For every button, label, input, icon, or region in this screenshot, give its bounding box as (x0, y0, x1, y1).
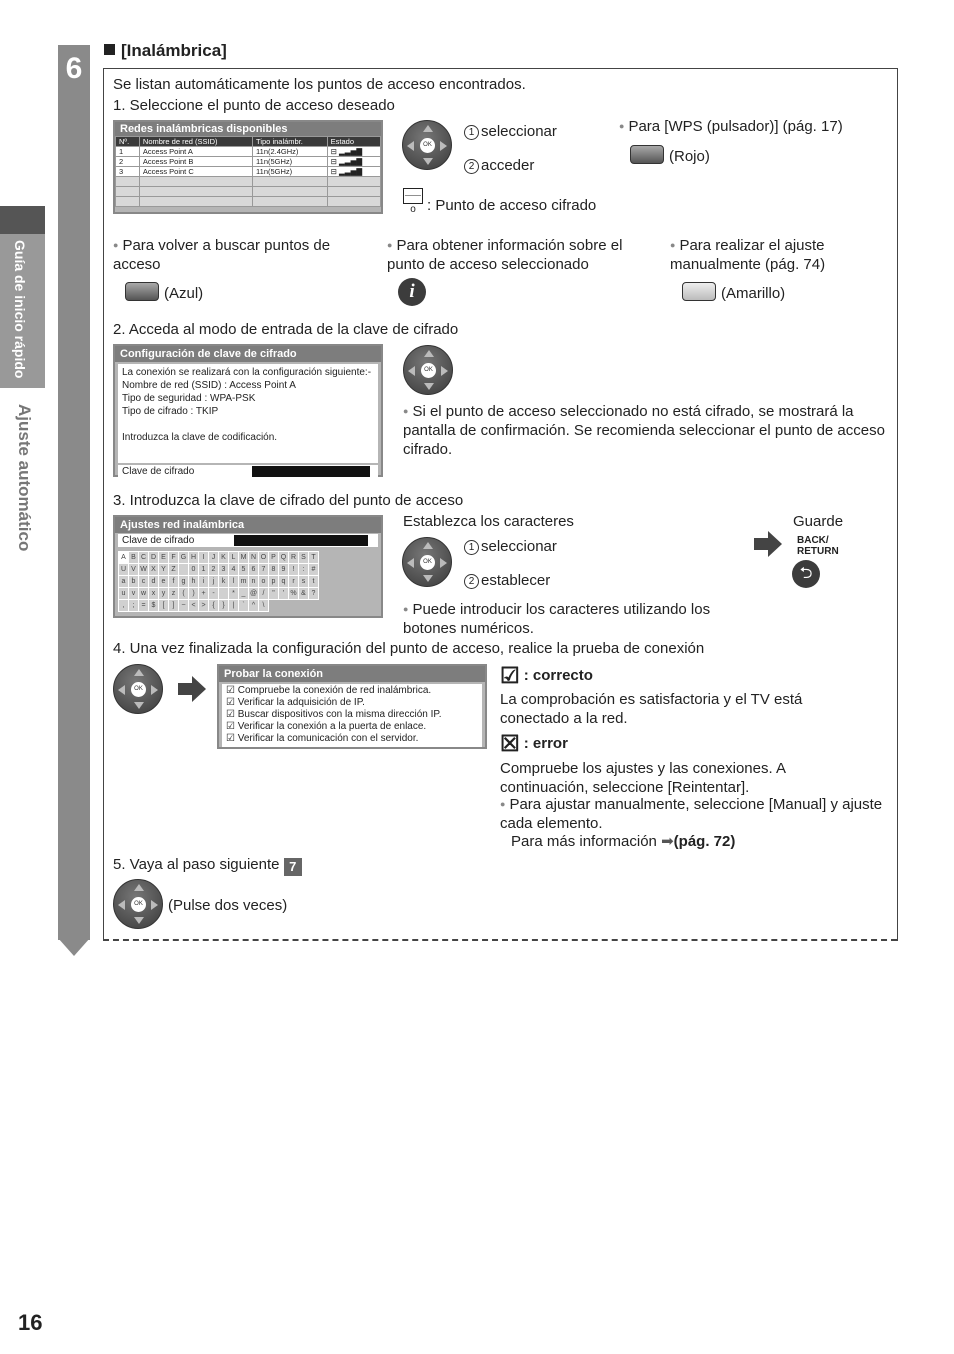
manual-note: ● Para realizar el ajuste manualmente (pág. 74) (670, 236, 875, 274)
error-label: : error (523, 735, 568, 752)
keyboard-key[interactable]: 7 (259, 564, 269, 576)
keyboard-key[interactable]: _ (239, 588, 249, 600)
cell: 11n(2.4GHz) (253, 147, 328, 157)
keyboard-key[interactable]: { (209, 600, 219, 612)
info-note: ● Para obtener información sobre el punto de acceso seleccionado (387, 236, 657, 274)
remote-cursor-pad[interactable] (113, 664, 163, 714)
screen-title: Probar la conexión (219, 666, 485, 682)
keyboard-key[interactable]: - (209, 588, 219, 600)
keyboard-key[interactable]: O (259, 552, 269, 564)
section-heading (104, 41, 227, 61)
keyboard-key[interactable]: ` (239, 600, 249, 612)
yellow-button-label: (Amarillo) (721, 285, 786, 302)
keyboard-key[interactable]: d (149, 576, 159, 588)
screen-title: Ajustes red inalámbrica (115, 517, 381, 533)
checkbox-icon: ☑ (226, 721, 235, 732)
cell: 3 (116, 167, 140, 177)
check-item (226, 733, 478, 745)
empty-row (116, 187, 381, 197)
detail-line: La conexión se realizará con la configuración siguiente:- (122, 367, 372, 378)
red-button[interactable] (630, 145, 664, 164)
keyboard-key[interactable]: ( (179, 588, 189, 600)
next-step-badge: 7 (284, 858, 302, 876)
back-return-button-icon[interactable]: ⮌ (792, 560, 820, 588)
keyboard-key[interactable]: 5 (239, 564, 249, 576)
checkbox-icon: ☑ (226, 685, 235, 696)
keyboard-key[interactable]: 9 (279, 564, 289, 576)
keyboard-key[interactable]: h (189, 576, 199, 588)
keyboard-row (119, 564, 319, 576)
keyboard-key[interactable]: > (199, 600, 209, 612)
keyboard-key[interactable]: f (169, 576, 179, 588)
keyboard-key[interactable]: X (149, 564, 159, 576)
keyboard-key[interactable]: C (139, 552, 149, 564)
keyboard-key[interactable]: Y (159, 564, 169, 576)
blue-button-label: (Azul) (164, 285, 204, 302)
step3-text: 3. Introduzca la clave de cifrado del punto de acceso (113, 492, 464, 509)
column-header: Nº. (116, 137, 140, 147)
blue-button[interactable] (125, 282, 159, 301)
page-reference-link[interactable]: (pág. 72) (673, 833, 736, 850)
table-row[interactable] (116, 157, 381, 167)
detail-line: Introduzca la clave de codificación. (122, 432, 278, 443)
key-field-label: Clave de cifrado (122, 466, 195, 477)
keyboard-key[interactable]: c (139, 576, 149, 588)
left-arrow-icon (118, 900, 125, 910)
step-bar (58, 45, 90, 940)
keyboard-key[interactable]: ) (189, 588, 199, 600)
keyboard-key[interactable]: | (229, 600, 239, 612)
remote-cursor-pad[interactable] (403, 345, 453, 395)
error-heading (500, 731, 568, 756)
connection-test-screen (217, 664, 487, 749)
keyboard-key[interactable]: b (129, 576, 139, 588)
keyboard-key[interactable]: & (299, 588, 309, 600)
correct-heading (500, 663, 593, 688)
keyboard-key[interactable]: N (249, 552, 259, 564)
character-keyboard[interactable] (118, 551, 319, 612)
up-arrow-icon (134, 669, 144, 676)
keyboard-key[interactable]: H (189, 552, 199, 564)
cell: 1 (116, 147, 140, 157)
yellow-button-note (682, 282, 785, 303)
select-instruction (464, 537, 557, 556)
up-arrow-icon (423, 542, 433, 549)
check-item (226, 709, 478, 721)
red-button-note (630, 145, 710, 166)
side-tab-marker (0, 206, 45, 234)
keyboard-key[interactable]: ; (129, 600, 139, 612)
lock-signal-icon: ⊟ ▂▃▅▇ (327, 147, 380, 157)
down-arrow-icon (134, 702, 144, 709)
step-number: 6 (65, 52, 83, 85)
cell: 11n(5GHz) (253, 157, 328, 167)
cell: Access Point A (139, 147, 252, 157)
check-label: Compruebe la conexión de red inalámbrica. (237, 685, 432, 696)
keyboard-key[interactable]: a (119, 576, 129, 588)
column-header: Tipo inalámbr. (253, 137, 328, 147)
ok-button[interactable]: OK (131, 682, 146, 697)
keyboard-key[interactable]: = (139, 600, 149, 612)
keyboard-key[interactable]: y (159, 588, 169, 600)
key-field-row[interactable] (118, 465, 378, 478)
keyboard-key[interactable]: k (219, 576, 229, 588)
keyboard-key[interactable]: s (299, 576, 309, 588)
down-arrow-icon (423, 158, 433, 165)
keyboard-key[interactable]: G (179, 552, 189, 564)
keyboard-key[interactable]: i (199, 576, 209, 588)
keyboard-key[interactable]: D (149, 552, 159, 564)
keyboard-row (119, 588, 319, 600)
keyboard-key[interactable]: Z (169, 564, 179, 576)
intro-text: Se listan automáticamente los puntos de acceso encontrados. (113, 76, 526, 93)
keyboard-key[interactable]: t (309, 576, 319, 588)
key-input[interactable] (234, 535, 368, 546)
section-heading-text: [Inalámbrica] (121, 41, 227, 60)
keyboard-key[interactable]: B (129, 552, 139, 564)
check-label: Verificar la conexión a la puerta de enlace. (237, 721, 427, 732)
number-2-icon: 2 (464, 574, 479, 589)
keyboard-row (119, 600, 319, 612)
keyboard-key[interactable]: + (199, 588, 209, 600)
cell: 11n(5GHz) (253, 167, 328, 177)
keyboard-key[interactable]: l (229, 576, 239, 588)
keyboard-key[interactable]: z (169, 588, 179, 600)
research-note: ● Para volver a buscar puntos de acceso (113, 236, 373, 274)
empty-row (116, 197, 381, 207)
keyboard-key[interactable]: 6 (249, 564, 259, 576)
keyboard-key[interactable]: P (269, 552, 279, 564)
ok-button[interactable]: OK (420, 138, 435, 153)
ok-button[interactable]: OK (131, 897, 146, 912)
check-item (226, 721, 478, 733)
yellow-button[interactable] (682, 282, 716, 301)
keyboard-key[interactable]: } (219, 600, 229, 612)
left-arrow-icon (407, 141, 414, 151)
left-arrow-icon (118, 685, 125, 695)
keyboard-key[interactable]: ? (309, 588, 319, 600)
empty-row (116, 177, 381, 187)
manual-adjust-note: ● Para ajustar manualmente, seleccione [Manual] y ajuste cada elemento. (500, 795, 885, 833)
check-label: Verificar la adquisición de IP. (237, 697, 365, 708)
keyboard-key[interactable]: R (289, 552, 299, 564)
cell: 2 (116, 157, 140, 167)
keyboard-key[interactable]: ~ (179, 600, 189, 612)
set-label: establecer (481, 572, 551, 589)
number-1-icon: 1 (464, 125, 479, 140)
keyboard-key[interactable]: , (119, 600, 129, 612)
keyboard-key[interactable]: r (289, 576, 299, 588)
keyboard-key[interactable]: 0 (189, 564, 199, 576)
number-1-icon: 1 (464, 540, 479, 555)
back-return-label: BACK/ RETURN (797, 535, 839, 557)
checkbox-icon: ☑ (226, 697, 235, 708)
keyboard-key[interactable]: u (119, 588, 129, 600)
select-label: seleccionar (481, 538, 557, 555)
step5-label: 5. Vaya al paso siguiente (113, 856, 280, 873)
arrow-right-icon (754, 531, 784, 557)
info-button-icon[interactable]: i (398, 278, 426, 306)
lock-signal-icon: ⊟ ▂▃▅▇ (327, 167, 380, 177)
keyboard-key[interactable]: A (119, 552, 129, 564)
key-field-label: Clave de cifrado (122, 535, 195, 546)
side-tab-topic: Ajuste automático (15, 404, 34, 552)
number-2-icon: 2 (464, 159, 479, 174)
check-mark-icon: ☑ (500, 663, 520, 688)
keyboard-key[interactable]: g (179, 576, 189, 588)
right-arrow-icon (440, 141, 447, 151)
keyboard-key[interactable]: q (279, 576, 289, 588)
ok-button[interactable]: OK (421, 363, 436, 378)
error-text: Compruebe los ajustes y las conexiones. A continuación, seleccione [Reintentar]. (500, 760, 786, 796)
detail-line: Tipo de seguridad : WPA-PSK (122, 393, 256, 404)
cell: Access Point B (139, 157, 252, 167)
down-arrow-icon (424, 383, 434, 390)
keyboard-key[interactable] (179, 564, 189, 576)
keyboard-key[interactable]: V (129, 564, 139, 576)
detail-line: Tipo de cifrado : TKIP (122, 406, 219, 417)
keyboard-key[interactable]: p (269, 576, 279, 588)
keyboard-key[interactable]: 3 (219, 564, 229, 576)
remote-cursor-pad[interactable] (402, 120, 452, 170)
red-button-label: (Rojo) (669, 148, 710, 165)
keyboard-key[interactable]: m (239, 576, 249, 588)
up-arrow-icon (134, 884, 144, 891)
unencrypted-note: ● Si el punto de acceso seleccionado no está cifrado, se mostrará la pantalla de confirmación. Se recomienda seleccionar el punto de acceso cifrado. (403, 402, 888, 459)
keyboard-key[interactable]: # (309, 564, 319, 576)
encrypted-legend (403, 188, 596, 215)
keyboard-key[interactable]: / (259, 588, 269, 600)
table-row[interactable] (116, 167, 381, 177)
keyboard-row (119, 576, 319, 588)
right-arrow-icon (441, 366, 448, 376)
frame-dashed-bottom (103, 939, 897, 941)
keyboard-key[interactable]: @ (249, 588, 259, 600)
keyboard-key[interactable]: ! (289, 564, 299, 576)
keyboard-key[interactable]: T (309, 552, 319, 564)
encrypted-label: : Punto de acceso cifrado (427, 197, 597, 214)
screen-title: Redes inalámbricas disponibles (115, 122, 381, 136)
more-info-label: Para más información (511, 833, 657, 850)
page-number: 16 (18, 1310, 43, 1335)
down-arrow-icon (423, 575, 433, 582)
step1-text: 1. Seleccione el punto de acceso deseado (113, 97, 395, 114)
wps-note: ● Para [WPS (pulsador)] (pág. 17) (619, 117, 843, 136)
keyboard-key[interactable]: 4 (229, 564, 239, 576)
arrow-right-icon: ➡ (661, 833, 674, 850)
keyboard-key[interactable]: n (249, 576, 259, 588)
keyboard-key[interactable]: 2 (209, 564, 219, 576)
numeric-input-note: ● Puede introducir los caracteres utilizando los botones numéricos. (403, 600, 743, 638)
checkbox-icon: ☑ (226, 709, 235, 720)
keyboard-key[interactable]: * (229, 588, 239, 600)
square-bullet-icon (104, 44, 115, 55)
available-networks-screen (113, 120, 383, 214)
keyboard-key[interactable]: W (139, 564, 149, 576)
keyboard-key[interactable]: F (169, 552, 179, 564)
keyboard-key[interactable]: 1 (199, 564, 209, 576)
access-label: acceder (481, 157, 535, 174)
keyboard-key[interactable]: E (159, 552, 169, 564)
test-checklist (222, 684, 482, 747)
left-arrow-icon (407, 558, 414, 568)
step5-text (113, 855, 302, 876)
set-chars-text: Establezca los caracteres (403, 513, 574, 530)
key-input[interactable] (252, 466, 370, 477)
correct-text: La comprobación es satisfactoria y el TV está conectado a la red. (500, 691, 803, 727)
more-info-line (511, 832, 735, 851)
keyboard-key[interactable] (219, 588, 229, 600)
keyboard-key[interactable]: < (189, 600, 199, 612)
keyboard-key[interactable]: j (209, 576, 219, 588)
cell: Access Point C (139, 167, 252, 177)
correct-label: : correcto (523, 667, 593, 684)
keyboard-key[interactable]: K (219, 552, 229, 564)
select-instruction (464, 122, 557, 141)
table-header (116, 137, 381, 147)
keyboard-key[interactable]: ' (279, 588, 289, 600)
side-tab-section: Guía de inicio rápido (12, 240, 28, 379)
checkbox-icon: ☑ (226, 733, 235, 744)
error-box-icon: ☒ (500, 731, 520, 756)
keyboard-key[interactable]: : (299, 564, 309, 576)
up-arrow-icon (424, 350, 434, 357)
keyboard-key[interactable]: v (129, 588, 139, 600)
detail-spacer (122, 418, 374, 431)
keyboard-key[interactable]: e (159, 576, 169, 588)
step2-text: 2. Acceda al modo de entrada de la clave de cifrado (113, 321, 459, 338)
press-twice-text: (Pulse dos veces) (168, 897, 288, 914)
keyboard-key[interactable]: M (239, 552, 249, 564)
detail-line: Nombre de red (SSID) : Access Point A (122, 380, 296, 391)
left-arrow-icon (408, 366, 415, 376)
keyboard-key[interactable]: [ (159, 600, 169, 612)
column-header: Estado (327, 137, 380, 147)
save-text: Guarde (793, 513, 844, 530)
keyboard-key[interactable]: 8 (269, 564, 279, 576)
connection-details (118, 364, 378, 463)
keyboard-key[interactable]: \ (259, 600, 269, 612)
keyboard-key[interactable]: ^ (249, 600, 259, 612)
down-arrow-icon (134, 917, 144, 924)
up-arrow-icon (423, 125, 433, 132)
ok-button[interactable]: OK (420, 555, 435, 570)
remote-cursor-pad[interactable] (402, 537, 452, 587)
table-row[interactable] (116, 147, 381, 157)
remote-cursor-pad[interactable] (113, 879, 163, 929)
keyboard-key[interactable]: $ (149, 600, 159, 612)
key-field-row[interactable] (118, 534, 378, 547)
screen-title: Configuración de clave de cifrado (115, 346, 381, 362)
check-label: Verificar la comunicación con el servidor. (237, 733, 419, 744)
access-instruction (464, 156, 534, 175)
check-label: Buscar dispositivos con la misma dirección IP. (237, 709, 442, 720)
step-bar-tip (58, 938, 90, 956)
right-arrow-icon (151, 685, 158, 695)
column-header: Nombre de red (SSID) (139, 137, 252, 147)
step4-text: 4. Una vez finalizada la configuración del punto de acceso, realice la prueba de conexión (113, 640, 705, 657)
right-arrow-icon (440, 558, 447, 568)
arrow-right-icon (178, 676, 208, 702)
keyboard-key[interactable]: x (149, 588, 159, 600)
check-item (226, 685, 478, 697)
check-item (226, 697, 478, 709)
keyboard-row (119, 552, 319, 564)
wireless-settings-screen (113, 515, 383, 618)
keyboard-key[interactable]: o (259, 576, 269, 588)
lock-signal-icon: ⊟ ▂▃▅▇ (327, 157, 380, 167)
networks-table (115, 136, 381, 207)
encryption-key-screen (113, 344, 383, 477)
set-instruction (464, 571, 550, 590)
keyboard-key[interactable]: ] (169, 600, 179, 612)
keyboard-key[interactable]: L (229, 552, 239, 564)
keyboard-key[interactable]: S (299, 552, 309, 564)
blue-button-note (125, 282, 203, 303)
keyboard-key[interactable]: J (209, 552, 219, 564)
keyboard-key[interactable]: U (119, 564, 129, 576)
keyboard-key[interactable]: % (289, 588, 299, 600)
keyboard-key[interactable]: w (139, 588, 149, 600)
key-icon: ⸺o (404, 190, 422, 215)
keyboard-key[interactable]: I (199, 552, 209, 564)
keyboard-key[interactable]: Q (279, 552, 289, 564)
keyboard-key[interactable]: " (269, 588, 279, 600)
right-arrow-icon (151, 900, 158, 910)
select-label: seleccionar (481, 123, 557, 140)
